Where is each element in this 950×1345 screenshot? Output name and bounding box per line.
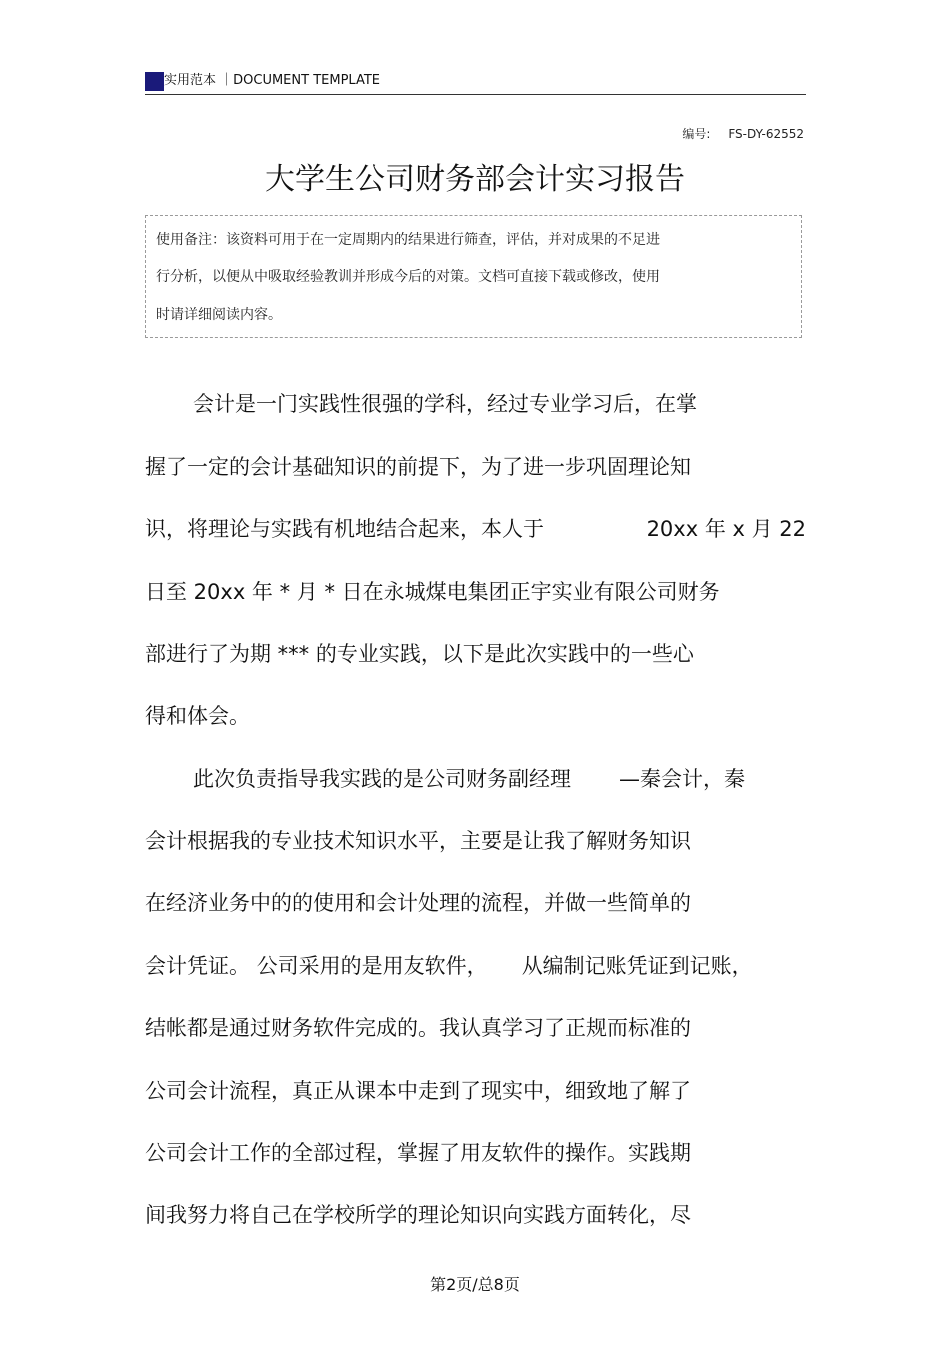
document-number	[682, 126, 804, 142]
body-line-segment: 识，将理论与实践有机地结合起来，本人于	[145, 517, 544, 541]
body-line: 部进行了为期 *** 的专业实践，以下是此次实践中的一些心	[145, 642, 694, 666]
page-header	[145, 70, 806, 95]
header-logo-square	[145, 72, 164, 91]
body-line-segment: 从编制记账凭证到记账，	[521, 954, 753, 978]
body-line-segment: 20xx 年 x 月 22	[646, 517, 806, 541]
body-line: 得和体会。	[145, 704, 250, 728]
header-text: 实用范本 ｜DOCUMENT TEMPLATE	[164, 73, 380, 88]
document-title: 大学生公司财务部会计实习报告	[265, 162, 685, 197]
body-line: 结帐都是通过财务软件完成的。我认真学习了正规而标准的	[145, 1016, 691, 1040]
usage-note-line: 时请详细阅读内容。	[156, 307, 282, 323]
body-line: 间我努力将自己在学校所学的理论知识向实践方面转化，尽	[145, 1203, 691, 1227]
body-line-segment: 此次负责指导我实践的是公司财务副经理	[193, 767, 571, 791]
body-line	[145, 951, 753, 981]
usage-note-box	[145, 215, 802, 338]
body-line: 公司会计流程，真正从课本中走到了现实中，细致地了解了	[145, 1079, 691, 1103]
page-footer-pagination: 第2页/总8页	[430, 1275, 520, 1294]
body-line: 公司会计工作的全部过程，掌握了用友软件的操作。实践期	[145, 1141, 691, 1165]
body-line-segment: 会计凭证。 公司采用的是用友软件，	[145, 954, 488, 978]
document-number-label: 编号:	[682, 127, 711, 141]
usage-note-line: 行分析，以便从中吸取经验教训并形成今后的对策。文档可直接下载或修改，使用	[156, 269, 660, 285]
body-line: 会计是一门实践性很强的学科，经过专业学习后，在掌	[193, 392, 697, 416]
body-line	[193, 764, 745, 794]
body-line: 会计根据我的专业技术知识水平，主要是让我了解财务知识	[145, 829, 691, 853]
body-line: 在经济业务中的的使用和会计处理的流程，并做一些简单的	[145, 891, 691, 915]
body-line	[145, 514, 806, 544]
usage-note-line: 使用备注：该资料可用于在一定周期内的结果进行筛查，评估，并对成果的不足进	[156, 232, 660, 248]
body-line: 握了一定的会计基础知识的前提下，为了进一步巩固理论知	[145, 455, 691, 479]
body-line-segment: —秦会计，秦	[619, 767, 745, 791]
document-number-value: FS-DY-62552	[728, 127, 804, 141]
body-line: 日至 20xx 年 * 月 * 日在永城煤电集团正宇实业有限公司财务	[145, 580, 720, 604]
